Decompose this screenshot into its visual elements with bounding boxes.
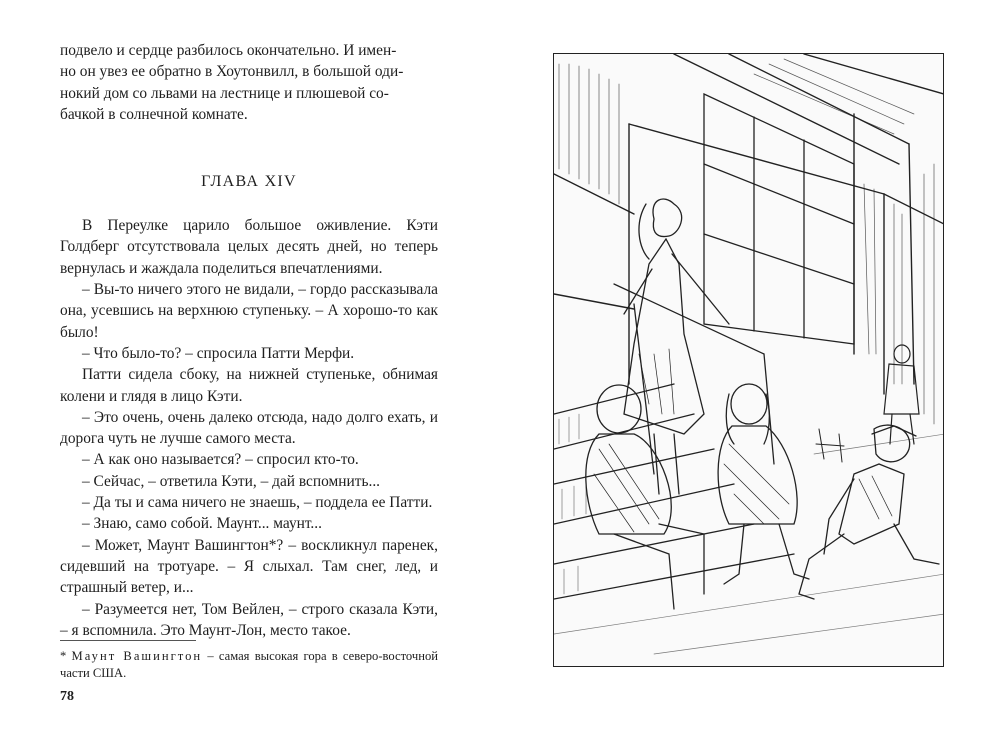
seated-boy-back-figure	[586, 385, 704, 609]
background-chair	[816, 429, 844, 462]
paragraph: – Да ты и сама ничего не знаешь, – поддела ее Патти.	[82, 494, 433, 512]
chapter-body	[60, 215, 438, 641]
boy-with-cap-figure	[799, 425, 939, 599]
footnote-term: Маунт Вашингтон	[71, 649, 203, 663]
paragraph: – Сейчас, – ответила Кэти, – дай вспомнить...	[82, 472, 381, 490]
paragraph: В Переулке царило большое оживление. Кэти Голдберг отсутствовала целых десять дней, но теперь вернулась и жаждала поделиться впечатлениями.	[60, 217, 438, 277]
paragraph: – Разумеется нет, Том Вейлен, – строго сказала Кэти, – я вспомнила. Это Маунт-Лон, место такое.	[60, 600, 438, 639]
paragraph: – А как оно называется? – спросил кто-то.	[82, 451, 359, 469]
children-on-steps-illustration	[553, 53, 944, 667]
footnote-divider	[60, 640, 196, 641]
intro-line: но он увез ее обратно в Хоутонвилл, в большой оди-	[60, 63, 404, 81]
paragraph: – Это очень, очень далеко отсюда, надо долго ехать, и дорога чуть не лучше самого места.	[60, 408, 438, 448]
chapter-title: ГЛАВА XIV	[201, 173, 297, 191]
paragraph: – Вы-то ничего этого не видали, – гордо рассказывала она, усевшись на верхнюю ступеньку. – А хорошо-то как было!	[60, 281, 438, 341]
left-page	[60, 40, 438, 641]
intro-line: бачкой в солнечной комнате.	[60, 105, 248, 123]
intro-text	[60, 40, 438, 125]
paragraph: – Знаю, само собой. Маунт... маунт...	[82, 515, 322, 533]
paragraph: Патти сидела сбоку, на нижней ступеньке, обнимая колени и глядя в лицо Кэти.	[60, 366, 438, 405]
footnote-text: – самая высокая гора в северо-восточной части США.	[60, 649, 438, 680]
footnote	[60, 648, 438, 682]
intro-line: подвело и сердце разбилось окончательно. И имен-	[60, 42, 397, 59]
intro-line: нокий дом со львами на лестнице и плюшевой со-	[60, 84, 389, 102]
step-hatching	[559, 414, 586, 594]
page-number: 78	[60, 689, 74, 704]
building-facade	[554, 54, 944, 394]
footnote-marker: *	[60, 649, 72, 663]
paragraph: – Что было-то? – спросила Патти Мерфи.	[82, 344, 355, 362]
paragraph: – Может, Маунт Вашингтон*? – воскликнул паренек, сидевший на тротуаре. – Я слыхал. Там снег, лед, и страшный ветер, и...	[60, 536, 438, 597]
